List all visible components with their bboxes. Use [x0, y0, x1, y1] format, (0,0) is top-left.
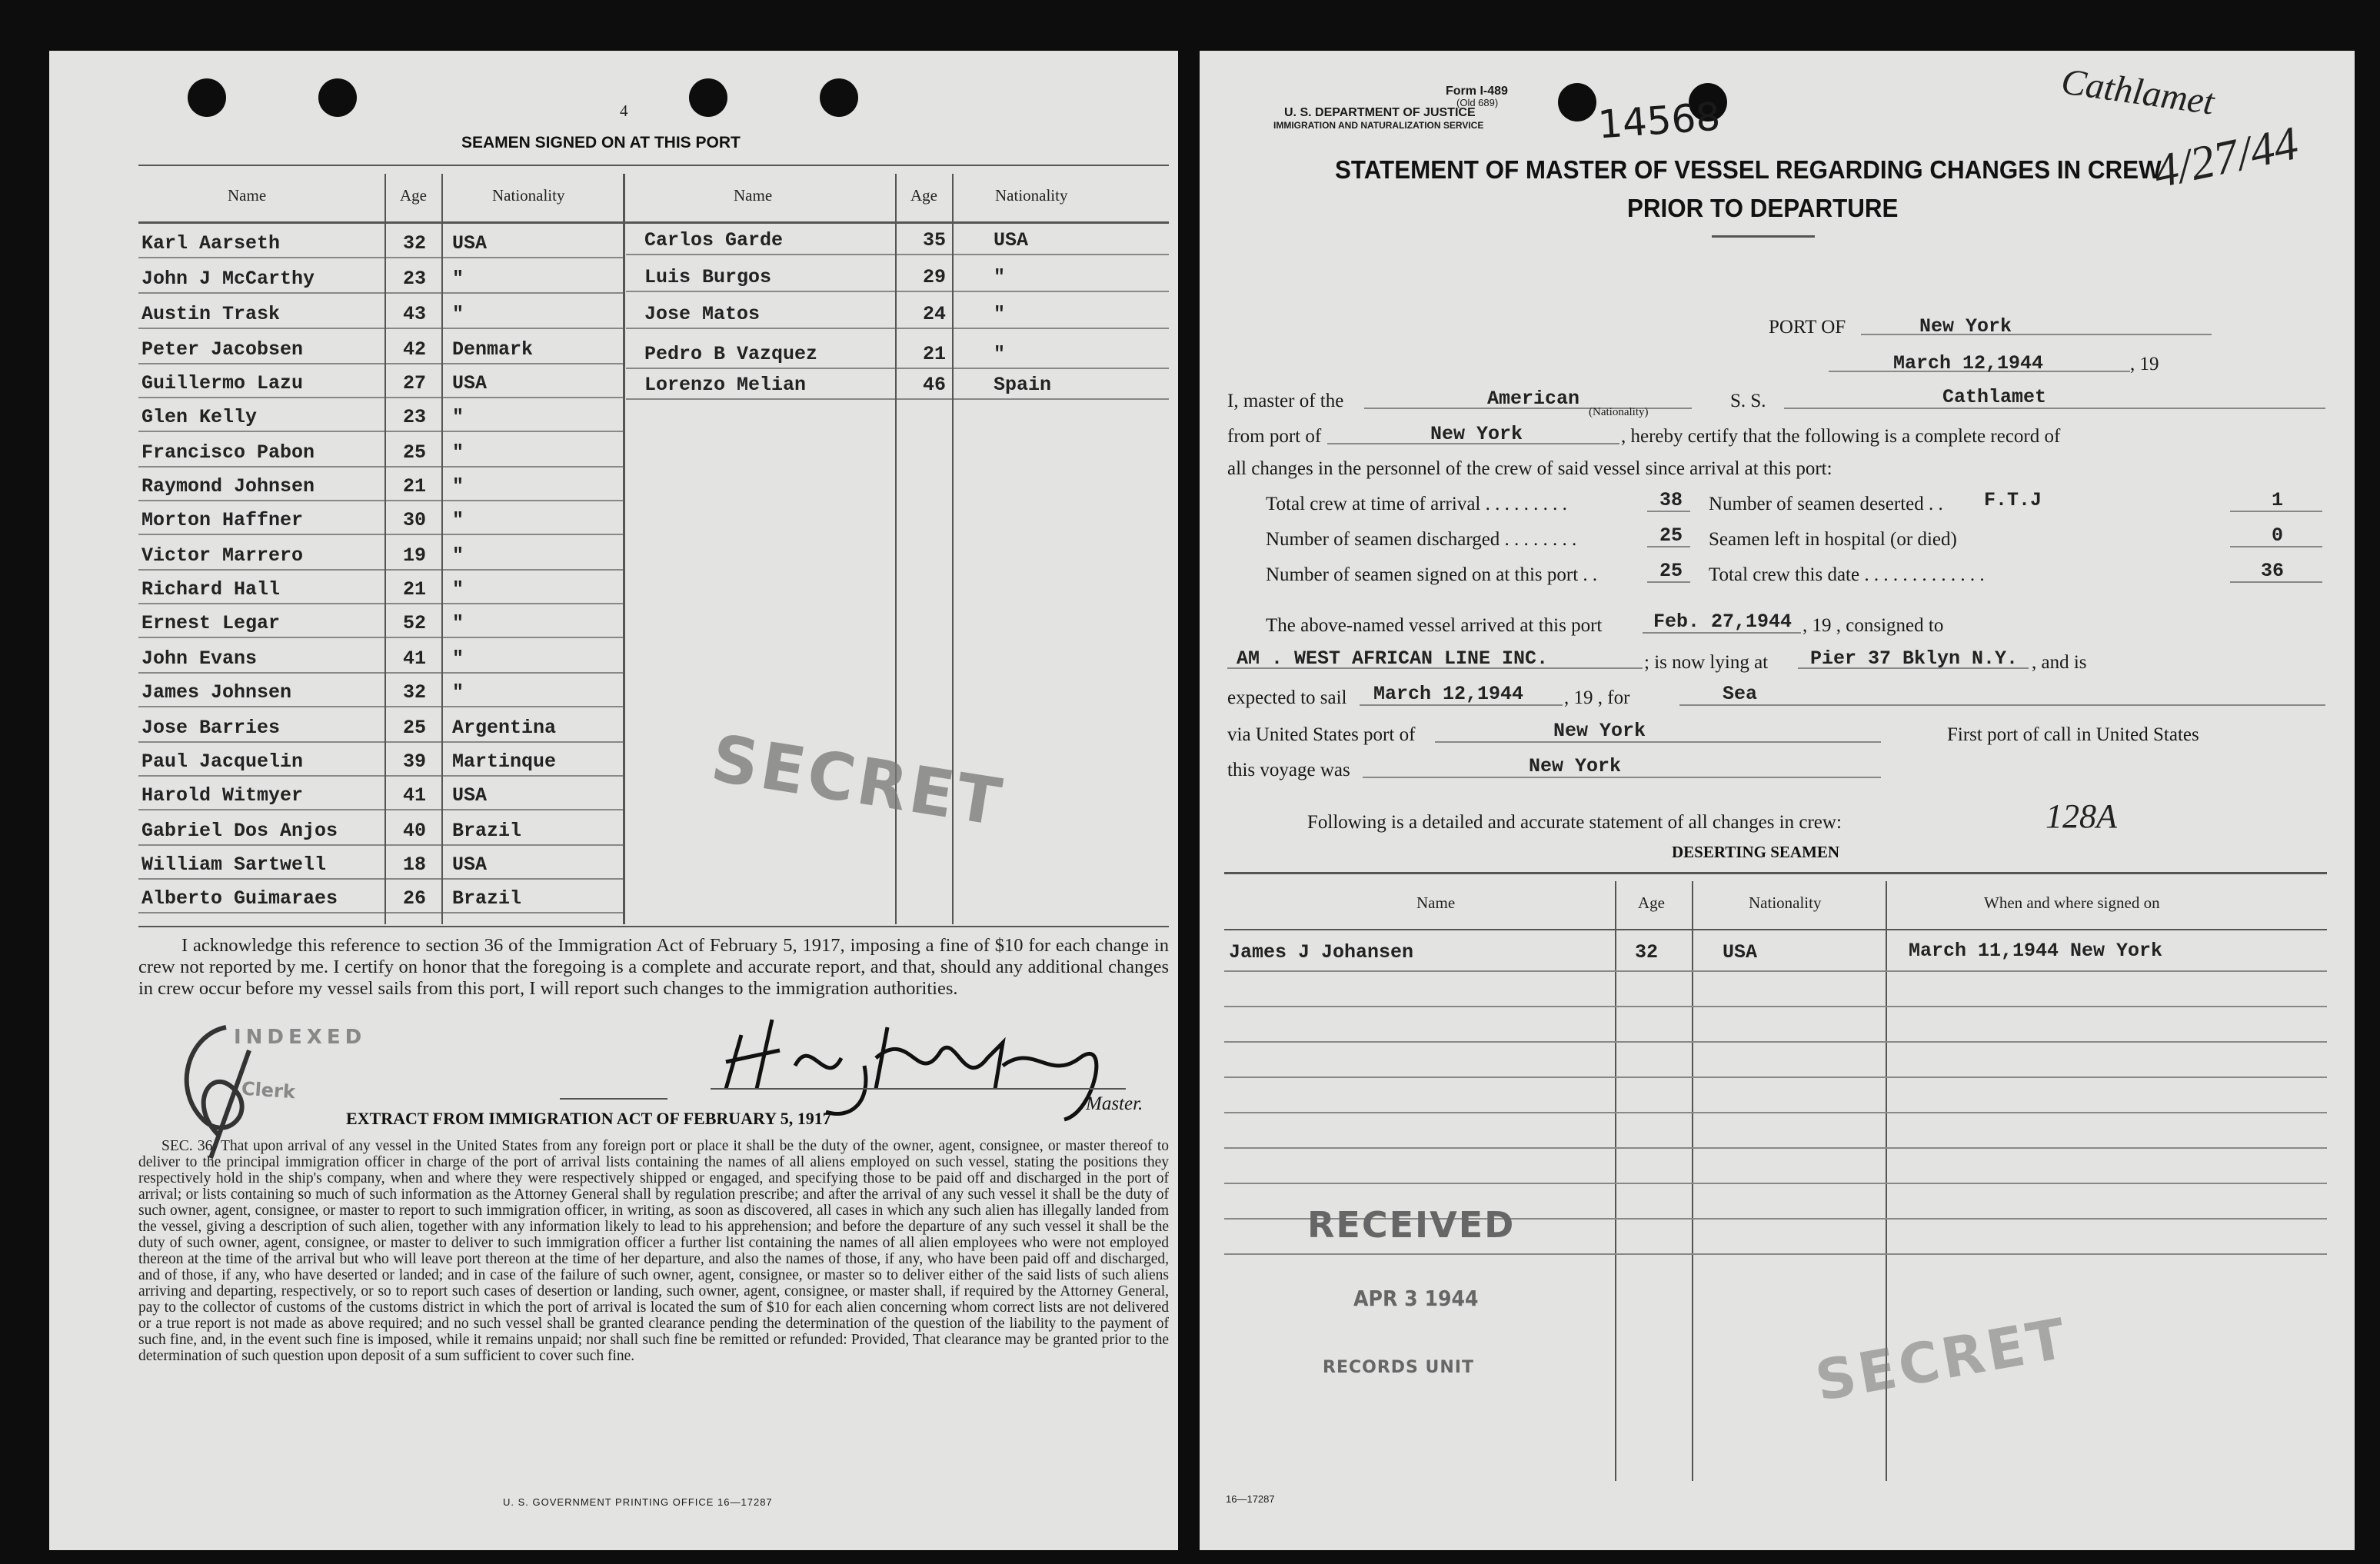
- seaman-age: 35: [923, 229, 947, 251]
- seaman-name: William Sartwell: [141, 854, 327, 876]
- seaman-nationality: ": [994, 303, 1006, 325]
- seaman-nationality: ": [994, 343, 1006, 365]
- seaman-name: Alberto Guimaraes: [141, 887, 338, 910]
- from-port-value: New York: [1430, 423, 1523, 445]
- lying-text: ; is now lying at: [1644, 652, 1769, 673]
- col-header-nationality: Nationality: [1749, 893, 1822, 912]
- seaman-age: 23: [403, 406, 427, 428]
- seaman-nationality: USA: [994, 229, 1029, 251]
- right-page: [1200, 51, 2355, 1550]
- col-header-nationality: Nationality: [492, 186, 565, 205]
- seaman-age: 25: [403, 441, 427, 464]
- punch-hole: [318, 78, 357, 117]
- seaman-name: John J McCarthy: [141, 268, 315, 290]
- seaman-age: 19: [403, 544, 427, 567]
- master-of-label: I, master of the: [1227, 391, 1344, 411]
- lying-at: Pier 37 Bklyn N.Y.: [1810, 647, 2019, 670]
- seaman-nationality: USA: [452, 232, 488, 255]
- col-header-age: Age: [400, 186, 427, 205]
- department: U. S. DEPARTMENT OF JUSTICE: [1284, 106, 1476, 119]
- destination: Sea: [1723, 683, 1758, 705]
- hospital-value: 0: [2272, 524, 2284, 547]
- deserter-signed-on: March 11,1944 New York: [1909, 940, 2163, 962]
- seaman-age: 32: [403, 681, 427, 704]
- seaman-age: 32: [403, 232, 427, 255]
- seaman-age: 26: [403, 887, 427, 910]
- handwritten-code: 128A: [2045, 797, 2117, 835]
- seaman-nationality: ": [452, 612, 464, 634]
- service: IMMIGRATION AND NATURALIZATION SERVICE: [1273, 120, 1484, 131]
- extract-title: EXTRACT FROM IMMIGRATION ACT OF FEBRUARY 5, 1917: [346, 1109, 831, 1128]
- deserter-name: James J Johansen: [1229, 941, 1414, 963]
- col-header-age: Age: [1638, 893, 1665, 912]
- deserter-age: 32: [1635, 941, 1659, 963]
- total-crew-date-value: 36: [2261, 560, 2285, 582]
- acknowledgement-text: I acknowledge this reference to section 36 of the Immigration Act of February 5, 1917, imposing a fine of $10 for each change in crew not reported by me. I certify on honor that the foregoing is a complete and accurate report, and that, should any additional changes in crew occur before my vessel sails from this port, I will report such changes to the immigration authorities.: [138, 935, 1169, 999]
- col-header-name: Name: [1416, 893, 1456, 912]
- date-year: , 19: [2130, 354, 2159, 374]
- voyage-label: this voyage was: [1227, 760, 1350, 780]
- seaman-name: Francisco Pabon: [141, 441, 315, 464]
- file-number: 14568: [1596, 94, 1722, 148]
- seaman-age: 27: [403, 372, 427, 394]
- seaman-age: 18: [403, 854, 427, 876]
- seaman-nationality: USA: [452, 784, 488, 807]
- seaman-name: Harold Witmyer: [141, 784, 304, 807]
- seaman-name: Peter Jacobsen: [141, 338, 304, 361]
- consignee: AM . WEST AFRICAN LINE INC.: [1237, 647, 1549, 670]
- expected-date: March 12,1944: [1373, 683, 1524, 705]
- form-footer: 16—17287: [1226, 1493, 1275, 1505]
- seaman-age: 23: [403, 268, 427, 290]
- col-header-nationality: Nationality: [995, 186, 1068, 205]
- date-value: March 12,1944: [1893, 352, 2044, 374]
- punch-hole: [188, 78, 226, 117]
- via-port: New York: [1553, 720, 1646, 742]
- for-text: , 19 , for: [1564, 687, 1630, 708]
- seaman-nationality: ": [452, 441, 464, 464]
- seaman-age: 24: [923, 303, 947, 325]
- section-title: SEAMEN SIGNED ON AT THIS PORT: [461, 134, 741, 151]
- deserted-mark: F.T.J: [1984, 489, 2042, 511]
- seaman-name: Gabriel Dos Anjos: [141, 820, 338, 842]
- seaman-age: 30: [403, 509, 427, 531]
- handwritten-note: Cathlamet: [2059, 61, 2217, 123]
- seaman-nationality: ": [452, 406, 464, 428]
- page-number: 4: [620, 101, 628, 120]
- seaman-name: Glen Kelly: [141, 406, 258, 428]
- form-old: (Old 689): [1456, 97, 1499, 108]
- received-stamp: RECEIVED: [1307, 1204, 1516, 1246]
- consigned-text: , 19 , consigned to: [1802, 615, 1944, 636]
- seaman-name: Austin Trask: [141, 303, 281, 325]
- seaman-nationality: ": [452, 303, 464, 325]
- seaman-age: 21: [403, 578, 427, 601]
- total-crew-arrival-label: Total crew at time of arrival . . . . . . . . .: [1266, 494, 1567, 514]
- left-page: [49, 51, 1178, 1550]
- arrived-label: The above-named vessel arrived at this port: [1266, 615, 1603, 636]
- indexed-stamp: INDEXED: [234, 1026, 367, 1049]
- handwritten-date: 4/27/44: [2149, 117, 2303, 198]
- col-header-signed-on: When and where signed on: [1984, 893, 2160, 912]
- arrived-date: Feb. 27,1944: [1653, 611, 1792, 633]
- seaman-nationality: Denmark: [452, 338, 534, 361]
- punch-hole: [1558, 83, 1596, 121]
- received-date: APR 3 1944: [1353, 1286, 1479, 1311]
- seaman-name: Lorenzo Melian: [644, 374, 807, 396]
- and-is-text: , and is: [2032, 652, 2087, 673]
- punch-hole: [820, 78, 858, 117]
- port-of-label: PORT OF: [1769, 317, 1846, 338]
- deserted-label: Number of seamen deserted . .: [1709, 494, 1943, 514]
- seaman-nationality: ": [452, 509, 464, 531]
- secret-stamp-2: SECRET: [1810, 1305, 2073, 1414]
- seaman-nationality: ": [452, 647, 464, 670]
- seaman-name: Jose Barries: [141, 717, 281, 739]
- col-header-name: Name: [228, 186, 267, 205]
- via-label: via United States port of: [1227, 724, 1416, 745]
- form-number: Form I-489: [1446, 85, 1508, 98]
- from-port-label: from port of: [1227, 426, 1322, 447]
- ship-name: Cathlamet: [1942, 386, 2047, 408]
- seaman-nationality: Argentina: [452, 717, 557, 739]
- seaman-age: 41: [403, 784, 427, 807]
- master-label: Master.: [1086, 1093, 1143, 1114]
- seaman-name: James Johnsen: [141, 681, 292, 704]
- seaman-name: Jose Matos: [644, 303, 761, 325]
- seaman-name: Pedro B Vazquez: [644, 343, 818, 365]
- port-of-value: New York: [1919, 315, 2012, 338]
- seaman-nationality: Martinque: [452, 750, 557, 773]
- seaman-name: Paul Jacquelin: [141, 750, 304, 773]
- seaman-nationality: Spain: [994, 374, 1052, 396]
- extract-text: SEC. 36. That upon arrival of any vessel in the United States from any foreign port or place it shall be the duty of the owner, agent, consignee, or master thereof to deliver to the principal immigration officer in charge of the port of arrival lists containing the names of all aliens employed on such vessel, stating the positions they respectively hold in the ship's company, when and where they were respectively shipped or engaged, and specifying those to be paid off and discharged in the port of arrival; or lists containing so much of such information as the Attorney General shall by regulation prescribe; and after the arrival of any such vessel it shall be the duty of such owner, agent, consignee, or master to report to such immigration officer, in writing, as soon as discovered, all cases in which any such alien has illegally landed from the vessel, giving a description of such alien, together with any information likely to lead to his apprehension; and before the departure of any such vessel it shall be the duty of such owner, agent, consignee, or master to deliver to such immigration officer a further list containing the names of all alien employees who were not employed thereon at the time of the arrival but who will leave port thereon at the time of her departure, and also the names of those, if any, who have been paid off and discharged, and of those, if any, who have deserted or landed; and in case of the failure of such owner, agent, consignee, or master so to deliver either of the said lists of such aliens arriving and departing, respectively, or so to report such cases of desertion or landing, such owner, agent, consignee, or master shall, if required by the Attorney General, pay to the collector of customs of the customs district in which the port of arrival is located the sum of $10 for each alien concerning whom correct lists are not delivered or a true report is not made as above required; and no such vessel shall be granted clearance pending the determination of the question of the liability to the payment of such fine, and, in the event such fine is imposed, while it remains unpaid; nor shall such fine be remitted or refunded: Provided, That clearance may be granted prior to the determination of such question upon deposit of a sum sufficient to cover such fine.: [138, 1138, 1169, 1364]
- col-header-age: Age: [910, 186, 937, 205]
- ss-label: S. S.: [1730, 391, 1766, 411]
- seaman-age: 46: [923, 374, 947, 396]
- signed-on-label: Number of seamen signed on at this port . .: [1266, 564, 1598, 585]
- seaman-age: 21: [403, 475, 427, 497]
- seaman-nationality: ": [452, 268, 464, 290]
- seaman-age: 25: [403, 717, 427, 739]
- total-crew-arrival-value: 38: [1659, 489, 1683, 511]
- nationality-caption: (Nationality): [1589, 406, 1649, 418]
- seaman-nationality: USA: [452, 372, 488, 394]
- seaman-name: Morton Haffner: [141, 509, 304, 531]
- voyage-port: New York: [1529, 755, 1622, 777]
- form-title-line2: PRIOR TO DEPARTURE: [1627, 194, 1899, 222]
- clerk-label: Clerk: [241, 1077, 296, 1103]
- deserted-value: 1: [2272, 489, 2284, 511]
- seaman-name: John Evans: [141, 647, 258, 670]
- seaman-name: Raymond Johnsen: [141, 475, 315, 497]
- seaman-nationality: ": [452, 681, 464, 704]
- seaman-nationality: Brazil: [452, 820, 522, 842]
- seaman-name: Richard Hall: [141, 578, 281, 601]
- seaman-age: 40: [403, 820, 427, 842]
- seaman-age: 43: [403, 303, 427, 325]
- seaman-name: Carlos Garde: [644, 229, 784, 251]
- seaman-name: Victor Marrero: [141, 544, 304, 567]
- seaman-nationality: ": [452, 578, 464, 601]
- col-header-name: Name: [734, 186, 773, 205]
- seaman-age: 42: [403, 338, 427, 361]
- seaman-nationality: Brazil: [452, 887, 522, 910]
- expected-label: expected to sail: [1227, 687, 1347, 708]
- certify-text-2: all changes in the personnel of the crew of said vessel since arrival at this port:: [1227, 458, 1832, 479]
- secret-stamp: SECRET: [706, 720, 1010, 841]
- seaman-nationality: ": [452, 475, 464, 497]
- first-port-label: First port of call in United States: [1947, 724, 2199, 745]
- total-crew-date-label: Total crew this date . . . . . . . . . . . . .: [1709, 564, 1985, 585]
- seaman-name: Karl Aarseth: [141, 232, 281, 255]
- discharged-label: Number of seamen discharged . . . . . . . .: [1266, 529, 1577, 550]
- hospital-label: Seamen left in hospital (or died): [1709, 529, 1957, 550]
- seaman-age: 21: [923, 343, 947, 365]
- following-text: Following is a detailed and accurate statement of all changes in crew:: [1307, 812, 1842, 833]
- nationality-value: American: [1487, 388, 1580, 410]
- deserter-nationality: USA: [1723, 941, 1758, 963]
- signed-on-value: 25: [1659, 560, 1683, 582]
- seaman-nationality: ": [994, 266, 1006, 288]
- seaman-age: 52: [403, 612, 427, 634]
- punch-hole: [689, 78, 727, 117]
- deserting-title: DESERTING SEAMEN: [1672, 843, 1840, 861]
- seaman-age: 41: [403, 647, 427, 670]
- seaman-nationality: ": [452, 544, 464, 567]
- seaman-nationality: USA: [452, 854, 488, 876]
- records-unit: RECORDS UNIT: [1323, 1358, 1474, 1377]
- discharged-value: 25: [1659, 524, 1683, 547]
- certify-text: , hereby certify that the following is a complete record of: [1621, 426, 2061, 447]
- seaman-age: 29: [923, 266, 947, 288]
- printing-office: U. S. GOVERNMENT PRINTING OFFICE 16—17287: [503, 1496, 773, 1508]
- seaman-name: Luis Burgos: [644, 266, 772, 288]
- form-title-line1: STATEMENT OF MASTER OF VESSEL REGARDING CHANGES IN CREW: [1335, 155, 2162, 184]
- seaman-age: 39: [403, 750, 427, 773]
- seaman-name: Ernest Legar: [141, 612, 281, 634]
- seaman-name: Guillermo Lazu: [141, 372, 304, 394]
